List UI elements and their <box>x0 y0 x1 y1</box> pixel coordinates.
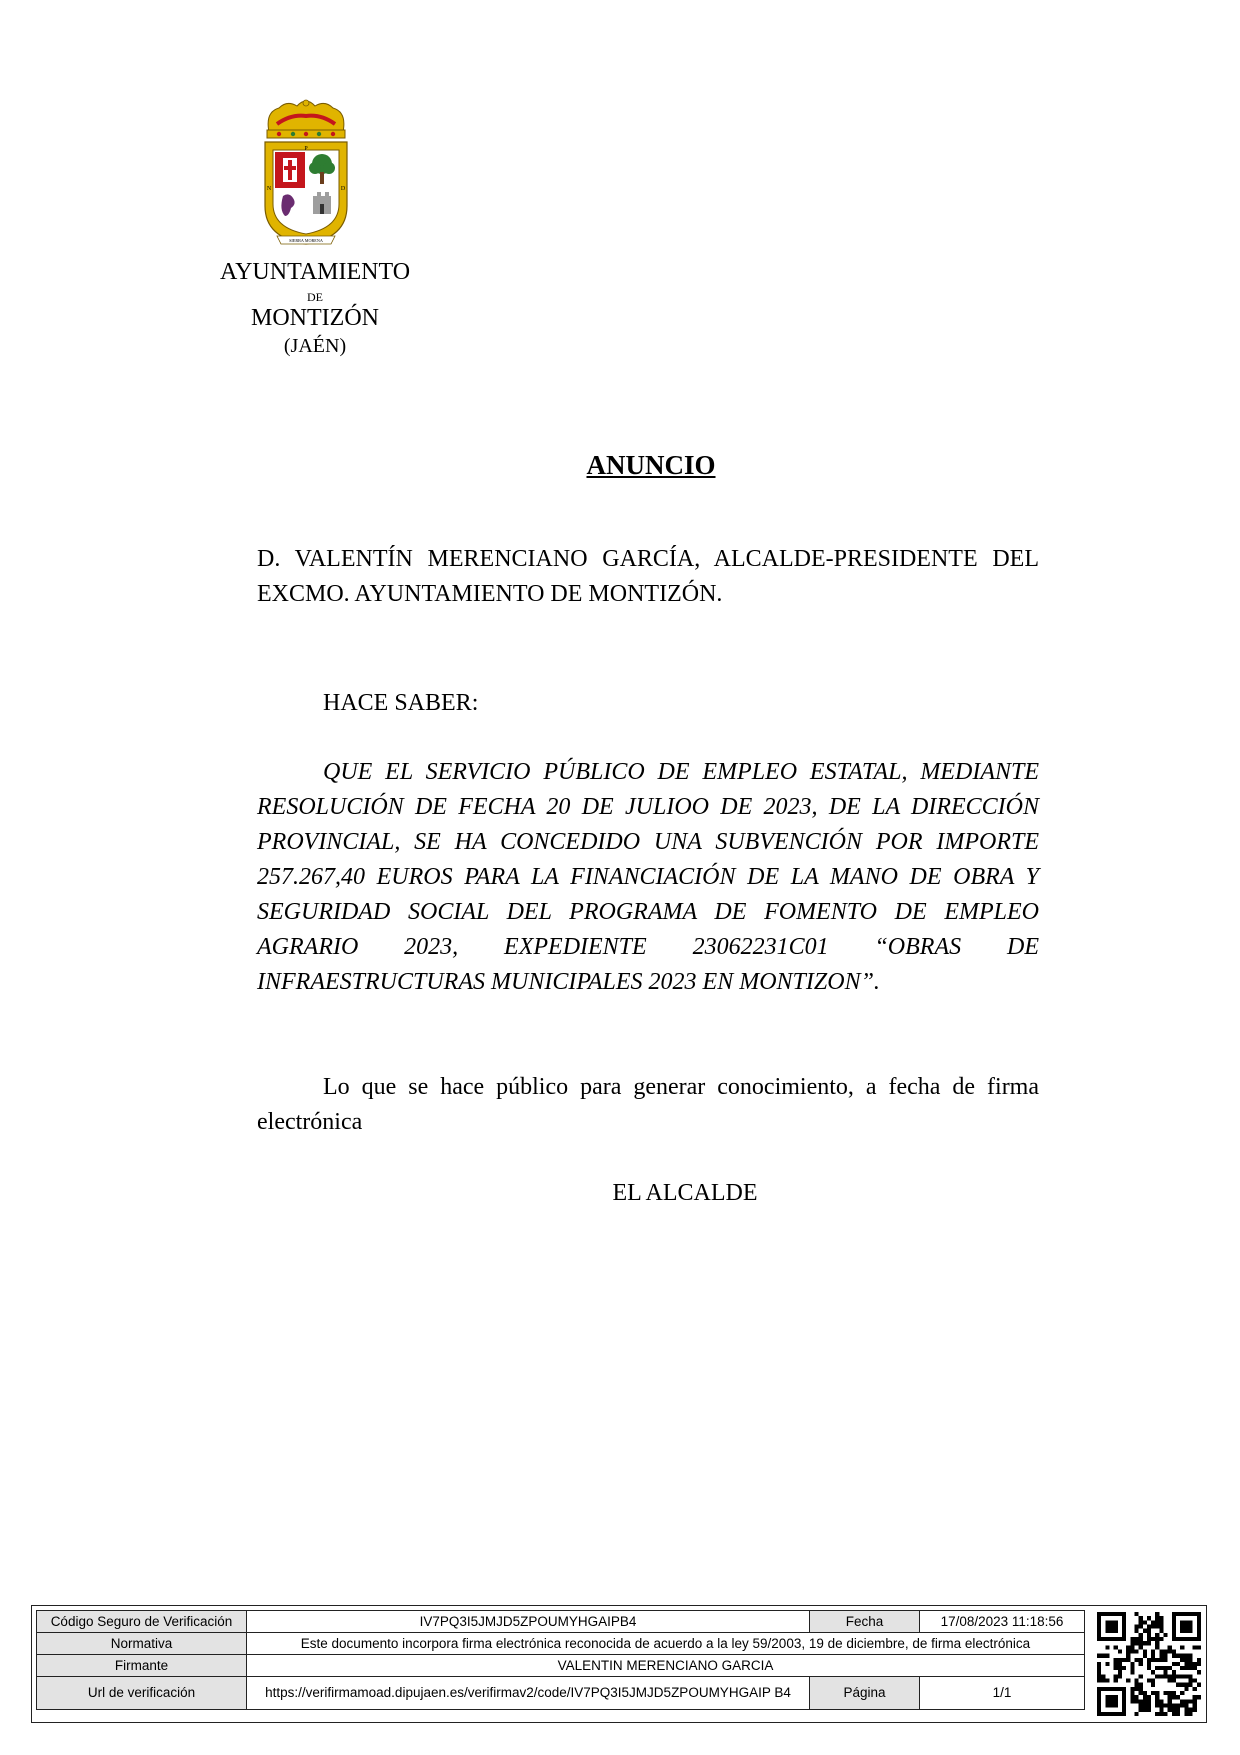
csv-label: Código Seguro de Verificación <box>37 1611 247 1633</box>
org-name-line3: MONTIZÓN <box>251 305 379 331</box>
fecha-value: 17/08/2023 11:18:56 <box>920 1611 1085 1633</box>
announcement-body: QUE EL SERVICIO PÚBLICO DE EMPLEO ESTATAL, MEDIANTE RESOLUCIÓN DE FECHA 20 DE JULIOO DE 2023, DE LA DIRECCIÓN PROVINCIAL, SE HA CONCEDIDO UNA SUBVENCIÓN POR IMPORTE 257.267,40 EUROS PARA LA FINANCIACIÓN DE LA MANO DE OBRA Y SEGURIDAD SOCIAL DEL PROGRAMA DE FOMENTO DE EMPLEO AGRARIO 2023, EXPEDIENTE 23062231C01 “OBRAS DE INFRAESTRUCTURAS MUNICIPALES 2023 EN MONTIZON”. <box>257 759 1039 995</box>
crest-letter-d: D <box>340 186 346 192</box>
table-row <box>37 1611 1085 1633</box>
org-name-line2: DE <box>307 290 323 304</box>
org-name-line4: (JAÉN) <box>283 335 347 357</box>
table-row <box>37 1655 1085 1677</box>
municipal-crest-icon <box>257 98 355 248</box>
table-row <box>37 1677 1085 1710</box>
normativa-value: Este documento incorpora firma electrónica reconocida de acuerdo a la ley 59/2003, 19 de diciembre, de firma electrónica <box>247 1633 1085 1655</box>
hace-saber: HACE SABER: <box>323 690 479 716</box>
table-row <box>37 1633 1085 1655</box>
firmante-label: Firmante <box>37 1655 247 1677</box>
url-value[interactable]: https://verifirmamoad.dipujaen.es/verifirmav2/code/IV7PQ3I5JMJD5ZPOUMYHGAIP B4 <box>247 1677 810 1710</box>
document-title: ANUNCIO <box>586 450 716 480</box>
mayor-heading: D. VALENTÍN MERENCIANO GARCÍA, ALCALDE-PRESIDENTE DEL EXCMO. AYUNTAMIENTO DE MONTIZÓN. <box>257 546 1039 607</box>
signer-title: EL ALCALDE <box>612 1180 758 1206</box>
closing-paragraph: Lo que se hace público para generar conocimiento, a fecha de firma electrónica <box>257 1074 1039 1135</box>
crest-letter-n: N <box>266 186 272 192</box>
fecha-label: Fecha <box>810 1611 920 1633</box>
org-name-line1: AYUNTAMIENTO <box>219 259 411 285</box>
csv-value: IV7PQ3I5JMJD5ZPOUMYHGAIPB4 <box>247 1611 810 1633</box>
crest-letter-p: P <box>304 146 308 152</box>
pagina-label: Página <box>810 1677 920 1710</box>
crest-ribbon-text: SIERRA MORENA <box>289 238 323 243</box>
pagina-value: 1/1 <box>920 1677 1085 1710</box>
qr-code-icon <box>1097 1612 1201 1716</box>
normativa-label: Normativa <box>37 1633 247 1655</box>
url-label: Url de verificación <box>37 1677 247 1710</box>
firmante-value: VALENTIN MERENCIANO GARCIA <box>247 1655 1085 1677</box>
verification-table <box>36 1610 1085 1710</box>
